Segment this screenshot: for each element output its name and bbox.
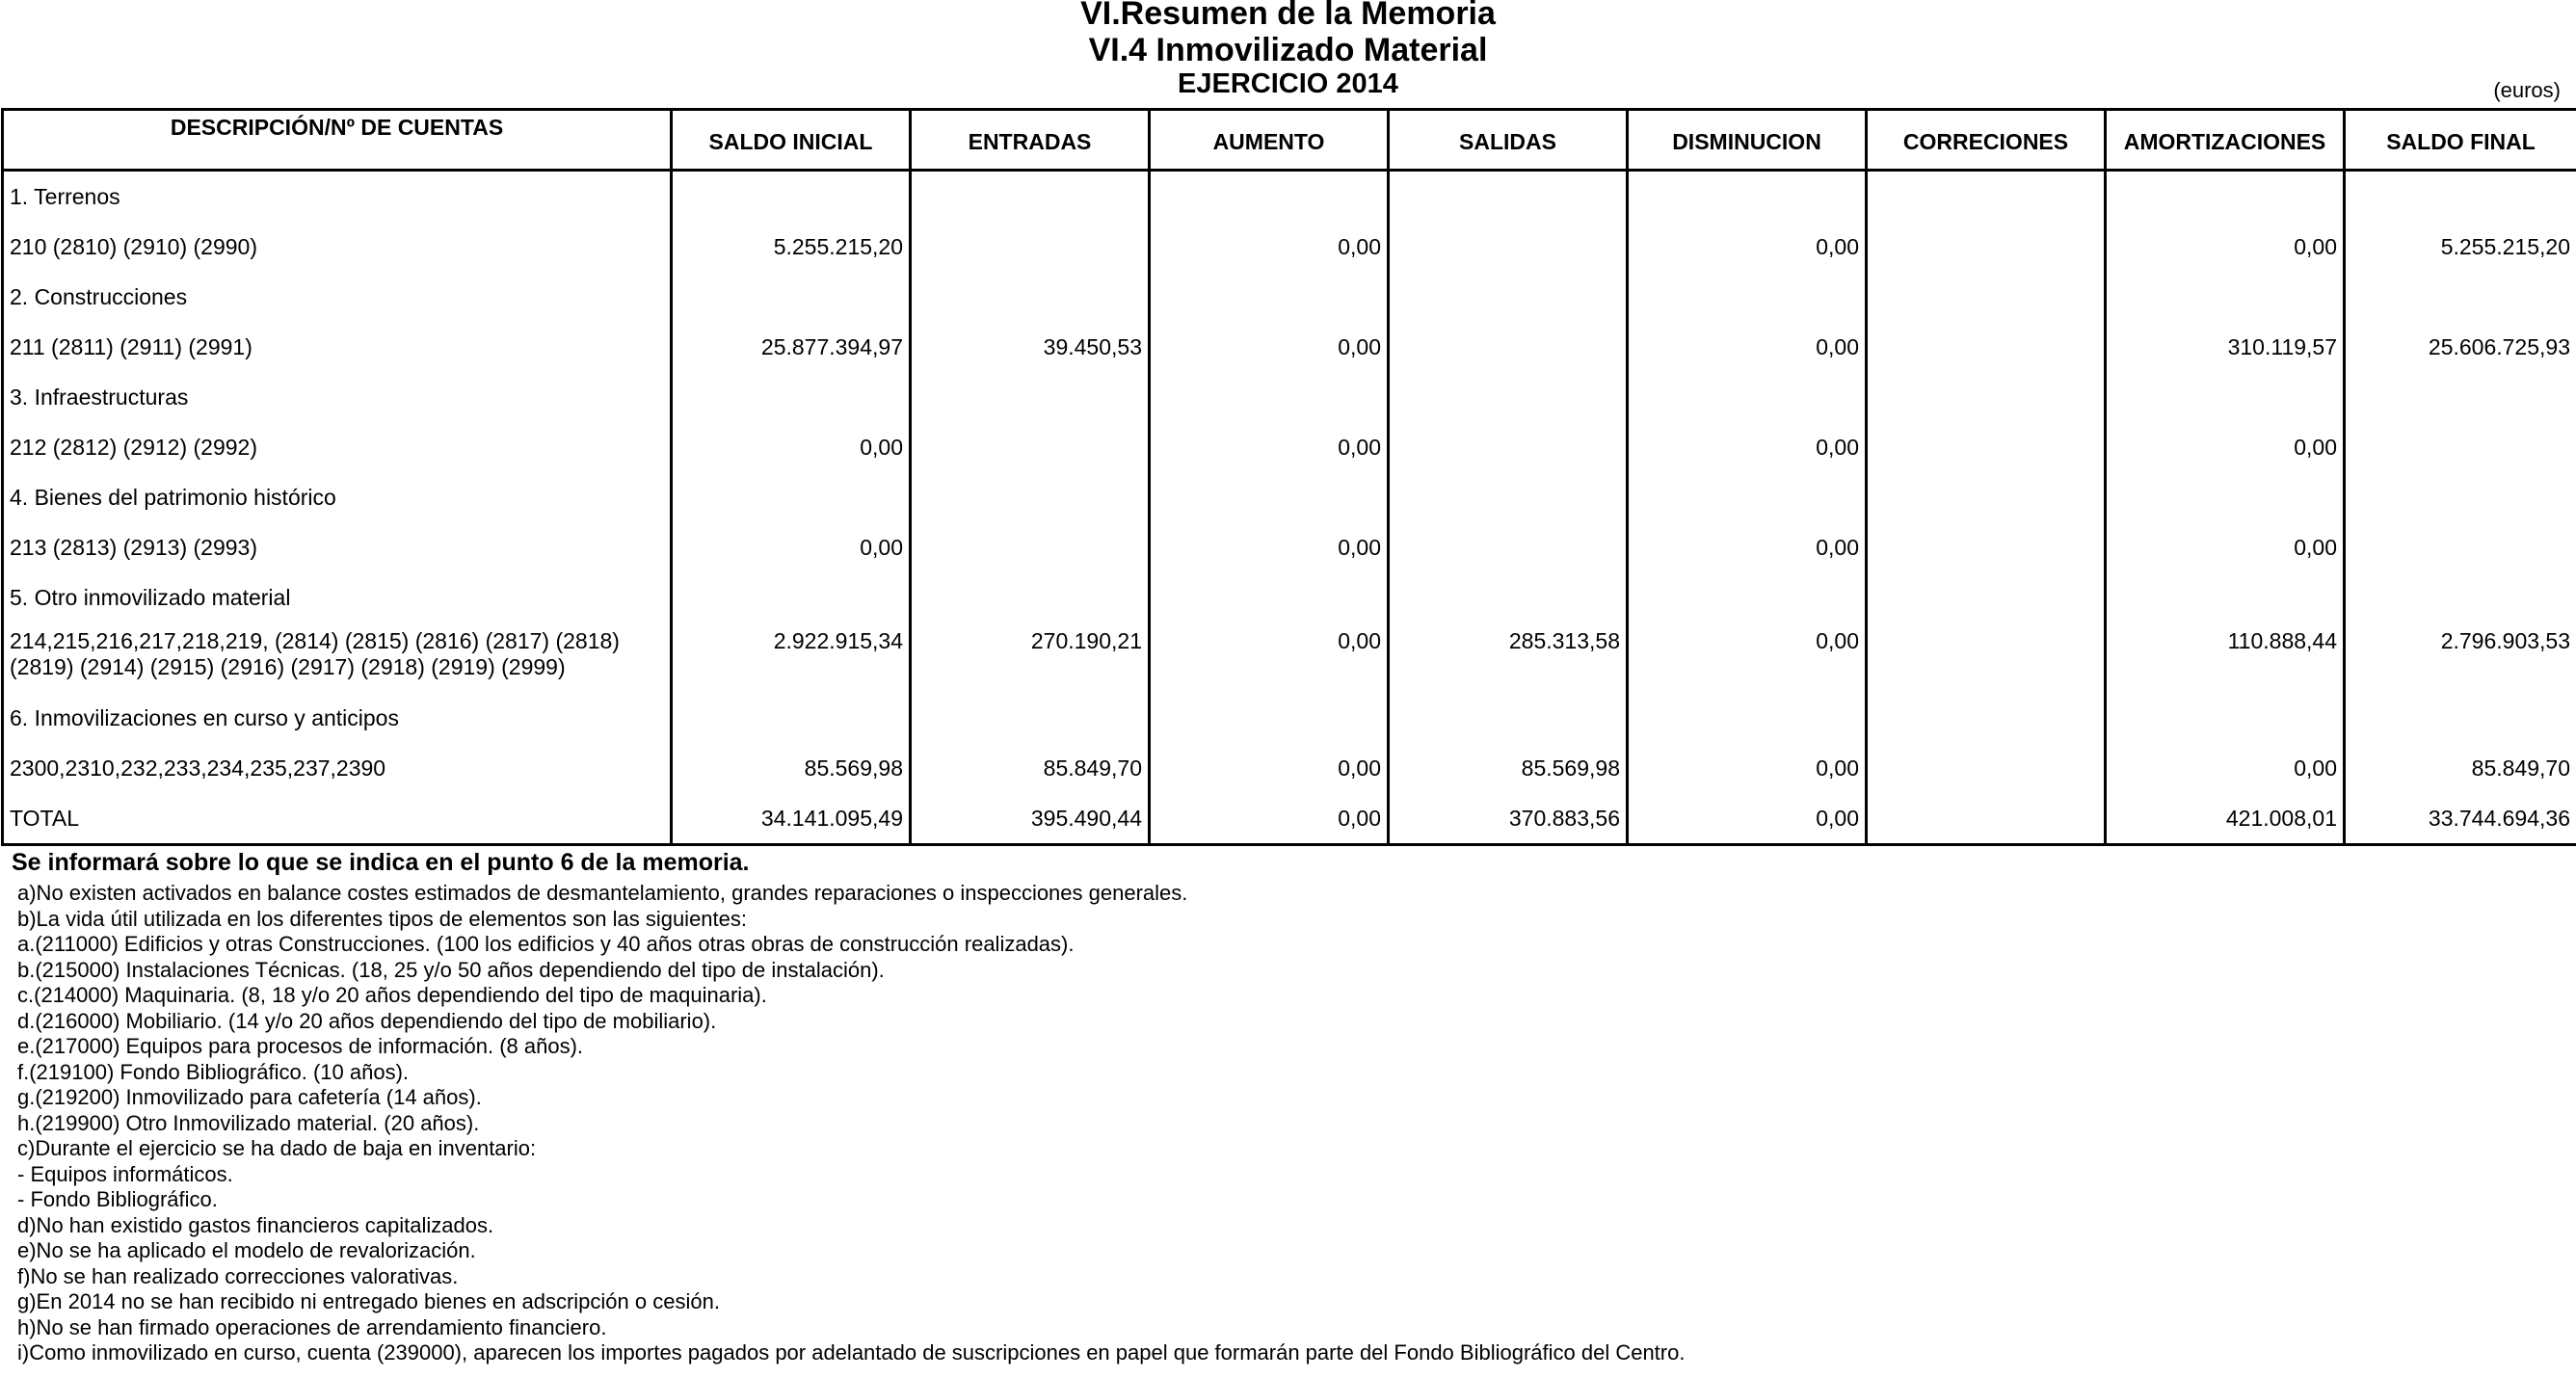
saldo-final-cell	[2345, 272, 2576, 322]
entradas-cell: 395.490,44	[911, 793, 1150, 845]
correciones-cell	[1867, 743, 2106, 793]
column-header-description: DESCRIPCIÓN/Nº DE CUENTAS	[3, 110, 672, 171]
note-line: g.(219200) Inmovilizado para cafetería (14 años).	[17, 1085, 482, 1109]
note-line: e.(217000) Equipos para procesos de información. (8 años).	[17, 1034, 584, 1058]
salidas-cell	[1389, 272, 1628, 322]
saldo-inicial-cell	[672, 372, 911, 422]
correciones-cell	[1867, 322, 2106, 372]
aumento-cell: 0,00	[1150, 743, 1389, 793]
amortizaciones-cell: 0,00	[2106, 422, 2345, 472]
note-line: c.(214000) Maquinaria. (8, 18 y/o 20 años dependiendo del tipo de maquinaria).	[17, 983, 767, 1007]
notes-list	[12, 881, 2556, 1366]
aumento-cell	[1150, 372, 1389, 422]
aumento-cell: 0,00	[1150, 623, 1389, 693]
row-description: 2300,2310,232,233,234,235,237,2390	[3, 743, 672, 793]
correciones-cell	[1867, 572, 2106, 623]
amortizaciones-cell: 310.119,57	[2106, 322, 2345, 372]
note-line: i)Como inmovilizado en curso, cuenta (239000), aparecen los importes pagados por adelantado de suscripciones en papel que formarán parte del Fondo Bibliográfico del Centro.	[17, 1340, 1686, 1365]
notes-section	[12, 848, 2556, 1366]
salidas-cell: 85.569,98	[1389, 743, 1628, 793]
disminucion-cell	[1628, 572, 1867, 623]
fiscal-year: EJERCICIO 2014	[1178, 68, 1398, 99]
disminucion-cell: 0,00	[1628, 743, 1867, 793]
aumento-cell	[1150, 171, 1389, 223]
saldo-final-cell	[2345, 422, 2576, 472]
saldo-inicial-cell	[672, 171, 911, 223]
salidas-cell	[1389, 171, 1628, 223]
correciones-cell	[1867, 623, 2106, 693]
aumento-cell: 0,00	[1150, 522, 1389, 572]
saldo-inicial-cell: 85.569,98	[672, 743, 911, 793]
note-line: f)No se han realizado correcciones valorativas.	[17, 1263, 459, 1288]
entradas-cell: 85.849,70	[911, 743, 1150, 793]
entradas-cell: 39.450,53	[911, 322, 1150, 372]
column-header-salidas: SALIDAS	[1389, 110, 1628, 171]
row-description: TOTAL	[3, 793, 672, 845]
correciones-cell	[1867, 372, 2106, 422]
disminucion-cell: 0,00	[1628, 623, 1867, 693]
saldo-inicial-cell: 34.141.095,49	[672, 793, 911, 845]
row-description: 4. Bienes del patrimonio histórico	[3, 472, 672, 522]
amortizaciones-cell: 110.888,44	[2106, 623, 2345, 693]
saldo-final-cell: 5.255.215,20	[2345, 222, 2576, 272]
document-title: VI.Resumen de la Memoria	[1080, 0, 1496, 32]
disminucion-cell: 0,00	[1628, 422, 1867, 472]
saldo-inicial-cell: 0,00	[672, 522, 911, 572]
note-line: a)No existen activados en balance costes estimados de desmantelamiento, grandes reparaciones o inspecciones generales.	[17, 881, 1188, 905]
note-line: d)No han existido gastos financieros capitalizados.	[17, 1212, 494, 1237]
table-row	[3, 793, 2576, 845]
salidas-cell: 285.313,58	[1389, 623, 1628, 693]
correciones-cell	[1867, 693, 2106, 743]
amortizaciones-cell	[2106, 171, 2345, 223]
amortizaciones-cell	[2106, 572, 2345, 623]
entradas-cell	[911, 171, 1150, 223]
saldo-inicial-cell: 0,00	[672, 422, 911, 472]
note-line: a.(211000) Edificios y otras Construcciones. (100 los edificios y 40 años otras obras de construcción realizadas).	[17, 932, 1075, 956]
disminucion-cell	[1628, 472, 1867, 522]
fixed-assets-table	[1, 108, 2576, 846]
row-description: 1. Terrenos	[3, 171, 672, 223]
salidas-cell	[1389, 372, 1628, 422]
saldo-final-cell	[2345, 472, 2576, 522]
amortizaciones-cell: 0,00	[2106, 743, 2345, 793]
row-description: 210 (2810) (2910) (2990)	[3, 222, 672, 272]
entradas-cell	[911, 372, 1150, 422]
row-description: 3. Infraestructuras	[3, 372, 672, 422]
row-description: 212 (2812) (2912) (2992)	[3, 422, 672, 472]
aumento-cell: 0,00	[1150, 422, 1389, 472]
correciones-cell	[1867, 793, 2106, 845]
saldo-inicial-cell: 5.255.215,20	[672, 222, 911, 272]
aumento-cell	[1150, 472, 1389, 522]
row-description: 213 (2813) (2913) (2993)	[3, 522, 672, 572]
amortizaciones-cell	[2106, 272, 2345, 322]
table-row	[3, 171, 2576, 223]
salidas-cell	[1389, 522, 1628, 572]
entradas-cell	[911, 572, 1150, 623]
aumento-cell	[1150, 572, 1389, 623]
saldo-final-cell	[2345, 171, 2576, 223]
row-description: 211 (2811) (2911) (2991)	[3, 322, 672, 372]
salidas-cell	[1389, 222, 1628, 272]
table-row	[3, 693, 2576, 743]
column-header-correciones: CORRECIONES	[1867, 110, 2106, 171]
saldo-final-cell	[2345, 572, 2576, 623]
saldo-final-cell	[2345, 522, 2576, 572]
correciones-cell	[1867, 171, 2106, 223]
salidas-cell	[1389, 572, 1628, 623]
entradas-cell	[911, 272, 1150, 322]
table-row	[3, 743, 2576, 793]
row-description: 2. Construcciones	[3, 272, 672, 322]
aumento-cell	[1150, 693, 1389, 743]
disminucion-cell: 0,00	[1628, 222, 1867, 272]
note-line: d.(216000) Mobiliario. (14 y/o 20 años dependiendo del tipo de mobiliario).	[17, 1008, 717, 1033]
aumento-cell: 0,00	[1150, 222, 1389, 272]
correciones-cell	[1867, 522, 2106, 572]
table-row	[3, 522, 2576, 572]
column-header-amortizaciones: AMORTIZACIONES	[2106, 110, 2345, 171]
note-line: h.(219900) Otro Inmovilizado material. (20 años).	[17, 1110, 480, 1135]
table-row	[3, 472, 2576, 522]
notes-title: Se informará sobre lo que se indica en el punto 6 de la memoria.	[12, 849, 750, 876]
amortizaciones-cell: 0,00	[2106, 522, 2345, 572]
entradas-cell	[911, 472, 1150, 522]
disminucion-cell: 0,00	[1628, 793, 1867, 845]
amortizaciones-cell	[2106, 693, 2345, 743]
column-header-entradas: ENTRADAS	[911, 110, 1150, 171]
column-header-saldo-inicial: SALDO INICIAL	[672, 110, 911, 171]
entradas-cell	[911, 522, 1150, 572]
disminucion-cell	[1628, 372, 1867, 422]
saldo-inicial-cell: 2.922.915,34	[672, 623, 911, 693]
correciones-cell	[1867, 422, 2106, 472]
column-header-aumento: AUMENTO	[1150, 110, 1389, 171]
note-line: e)No se ha aplicado el modelo de revalorización.	[17, 1238, 476, 1262]
entradas-cell	[911, 222, 1150, 272]
aumento-cell: 0,00	[1150, 322, 1389, 372]
table-row	[3, 572, 2576, 623]
document-subtitle: VI.4 Inmovilizado Material	[1088, 32, 1488, 68]
saldo-final-cell: 33.744.694,36	[2345, 793, 2576, 845]
note-line: h)No se han firmado operaciones de arrendamiento financiero.	[17, 1314, 607, 1339]
column-header-saldo-final: SALDO FINAL	[2345, 110, 2576, 171]
amortizaciones-cell: 421.008,01	[2106, 793, 2345, 845]
currency-units: (euros)	[2493, 78, 2561, 102]
note-line: f.(219100) Fondo Bibliográfico. (10 años).	[17, 1059, 410, 1084]
salidas-cell	[1389, 422, 1628, 472]
aumento-cell	[1150, 272, 1389, 322]
row-description: 6. Inmovilizaciones en curso y anticipos	[3, 693, 672, 743]
entradas-cell	[911, 693, 1150, 743]
saldo-inicial-cell: 25.877.394,97	[672, 322, 911, 372]
table-row	[3, 322, 2576, 372]
note-line: - Equipos informáticos.	[17, 1161, 233, 1186]
saldo-final-cell	[2345, 693, 2576, 743]
row-description: 214,215,216,217,218,219, (2814) (2815) (2816) (2817) (2818) (2819) (2914) (2915) (2916) (2917) (2918) (2919) (2999)	[3, 623, 672, 693]
saldo-final-cell: 2.796.903,53	[2345, 623, 2576, 693]
salidas-cell	[1389, 472, 1628, 522]
note-line: b)La vida útil utilizada en los diferentes tipos de elementos son las siguientes:	[17, 906, 748, 931]
note-line: c)Durante el ejercicio se ha dado de baja en inventario:	[17, 1136, 537, 1160]
disminucion-cell: 0,00	[1628, 322, 1867, 372]
column-header-disminucion: DISMINUCION	[1628, 110, 1867, 171]
disminucion-cell	[1628, 171, 1867, 223]
amortizaciones-cell	[2106, 472, 2345, 522]
note-line: b.(215000) Instalaciones Técnicas. (18, 25 y/o 50 años dependiendo del tipo de instalación).	[17, 957, 885, 982]
note-line: - Fondo Bibliográfico.	[17, 1187, 218, 1211]
saldo-inicial-cell	[672, 693, 911, 743]
table-row	[3, 372, 2576, 422]
row-description: 5. Otro inmovilizado material	[3, 572, 672, 623]
entradas-cell	[911, 422, 1150, 472]
disminucion-cell: 0,00	[1628, 522, 1867, 572]
salidas-cell	[1389, 693, 1628, 743]
table-row	[3, 222, 2576, 272]
disminucion-cell	[1628, 272, 1867, 322]
aumento-cell: 0,00	[1150, 793, 1389, 845]
saldo-inicial-cell	[672, 472, 911, 522]
correciones-cell	[1867, 272, 2106, 322]
table-row	[3, 623, 2576, 693]
salidas-cell: 370.883,56	[1389, 793, 1628, 845]
saldo-final-cell: 85.849,70	[2345, 743, 2576, 793]
correciones-cell	[1867, 472, 2106, 522]
note-line: g)En 2014 no se han recibido ni entregado bienes en adscripción o cesión.	[17, 1289, 720, 1313]
table-header-row	[3, 110, 2576, 171]
saldo-final-cell	[2345, 372, 2576, 422]
salidas-cell	[1389, 322, 1628, 372]
table-row	[3, 422, 2576, 472]
amortizaciones-cell	[2106, 372, 2345, 422]
disminucion-cell	[1628, 693, 1867, 743]
amortizaciones-cell: 0,00	[2106, 222, 2345, 272]
table-body	[3, 171, 2576, 845]
entradas-cell: 270.190,21	[911, 623, 1150, 693]
saldo-final-cell: 25.606.725,93	[2345, 322, 2576, 372]
table-row	[3, 272, 2576, 322]
saldo-inicial-cell	[672, 572, 911, 623]
correciones-cell	[1867, 222, 2106, 272]
saldo-inicial-cell	[672, 272, 911, 322]
